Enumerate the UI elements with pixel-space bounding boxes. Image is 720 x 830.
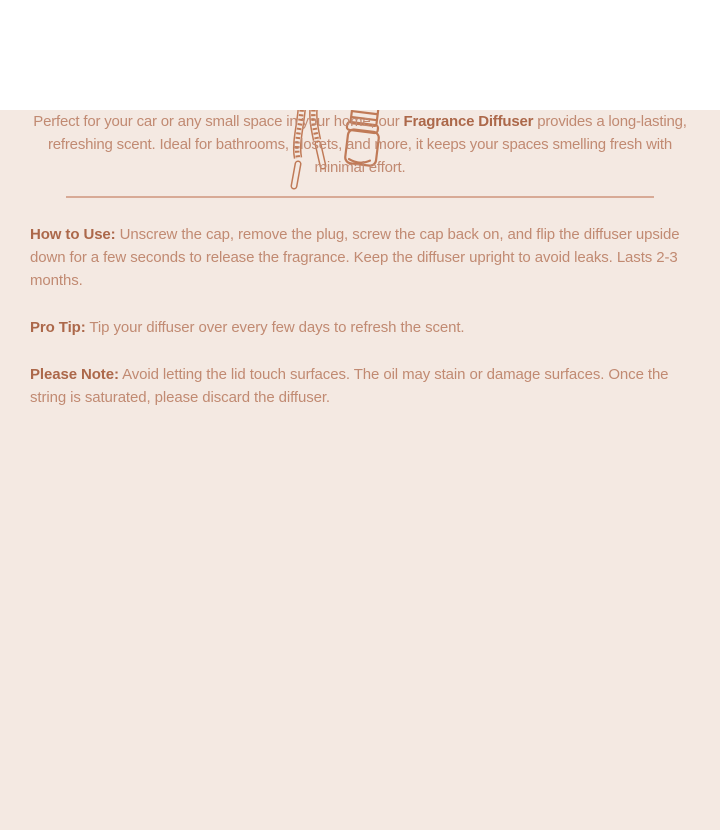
how-to-use-label: How to Use:	[30, 226, 116, 243]
pro-tip-label: Pro Tip:	[30, 319, 86, 336]
product-name-highlight: Fragrance Diffuser	[403, 113, 534, 130]
description-content	[0, 110, 720, 409]
intro-text-prefix: Perfect for your car or any small space in your home, our	[33, 113, 404, 130]
please-note-label: Please Note:	[30, 366, 119, 383]
pro-tip-text: Tip your diffuser over every few days to refresh the scent.	[85, 319, 465, 336]
intro-text-suffix: provides a long-lasting, refreshing scent. Ideal for bathrooms, closets, and more, it keeps your spaces smelling fresh with minimal effort.	[47, 113, 687, 176]
how-to-use-text: Unscrew the cap, remove the plug, screw the cap back on, and flip the diffuser upside down for a few seconds to release the fragrance. Keep the diffuser upright to avoid leaks. Lasts 2-3 months.	[30, 226, 680, 289]
section-how-to-use	[0, 223, 720, 292]
please-note-text: Avoid letting the lid touch surfaces. The oil may stain or damage surfaces. Once the string is saturated, please discard the diffuser.	[30, 366, 669, 406]
product-description-page	[0, 110, 720, 830]
section-pro-tip	[0, 316, 720, 339]
intro-paragraph	[0, 110, 720, 179]
section-please-note	[0, 363, 720, 409]
section-divider	[66, 196, 654, 198]
